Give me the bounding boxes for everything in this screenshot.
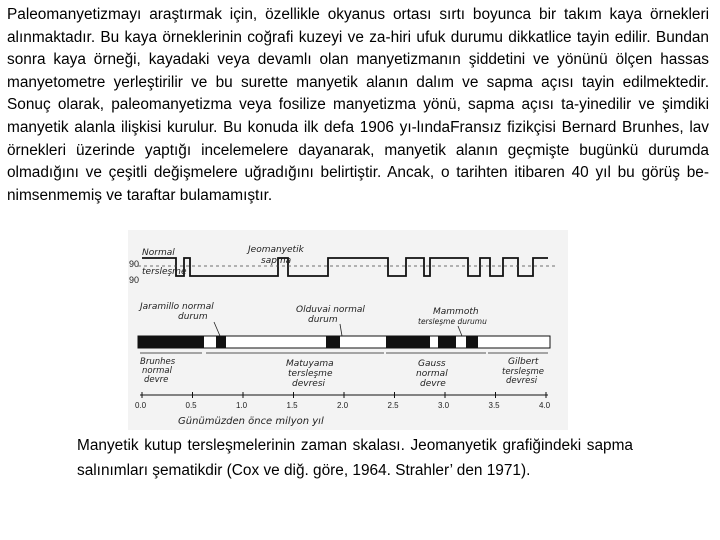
declination-label: sapma — [261, 256, 292, 266]
matuyama-label-1: Matuyama — [286, 359, 334, 369]
geomagnetic-label: Jeomanyetik — [248, 245, 304, 255]
time-axis-title: Günümüzden önce milyon yıl — [178, 416, 324, 427]
mammoth-label-1: Mammoth — [433, 307, 479, 317]
brunhes-label-2: normal — [142, 366, 172, 376]
time-axis-tick-label: 1.0 — [236, 401, 248, 410]
time-axis-tick-label: 4.0 — [539, 401, 551, 410]
brunhes-label-3: devre — [144, 375, 169, 385]
gilbert-label-3: devresi — [506, 376, 538, 386]
time-axis-tick-label: 2.5 — [387, 401, 399, 410]
time-axis-tick-label: 0.5 — [185, 401, 197, 410]
normal-label: Normal — [142, 248, 175, 258]
y-top-label: 90 — [129, 259, 140, 269]
matuyama-label-2: tersleşme — [288, 369, 333, 379]
gauss-label-1: Gauss — [418, 359, 446, 369]
polarity-timescale-figure — [128, 230, 568, 430]
olduvai-label-2: durum — [308, 315, 338, 325]
jaramillo-label-1: Jaramillo normal — [140, 302, 214, 312]
time-axis-tick-label: 0.0 — [135, 401, 147, 410]
reversed-label: tersleşme — [142, 267, 187, 277]
gilbert-label-1: Gilbert — [508, 357, 539, 367]
time-axis-tick-label: 2.0 — [337, 401, 349, 410]
gauss-label-2: normal — [416, 369, 448, 379]
gilbert-label-2: tersleşme — [502, 367, 545, 377]
mammoth-label-2: tersleşme durumu — [418, 317, 487, 326]
olduvai-label-1: Olduvai normal — [296, 305, 365, 315]
figure-caption: Manyetik kutup tersleşmelerinin zaman skalası. Jeomanyetik grafiğindeki sapma salınımları şematikdir (Cox ve diğ. göre, 1964. Strahler’ den 1971). — [77, 437, 633, 479]
brunhes-label-1: Brunhes — [140, 357, 176, 367]
jaramillo-label-2: durum — [178, 312, 208, 322]
time-axis-tick-label: 3.5 — [488, 401, 500, 410]
matuyama-label-3: devresi — [292, 379, 326, 389]
gauss-label-3: devre — [420, 379, 446, 389]
time-axis-tick-label: 3.0 — [438, 401, 450, 410]
body-paragraph: Paleomanyetizmayı araştırmak için, özellikle okyanus ortası sırtı boyunca bir takım kaya örnekleri alınmaktadır. Bu kaya örneklerinin coğrafi kuzeyi ve za-hiri ufuk durumu dikkatlice tayin edilir. Bundan sonra kaya örneği, kayadaki veya devamlı olan manyetizmanın şiddetini ve yönünü ölçen hassas manyetometre yerleştirilir ve bu surette manyetik alanın dalım ve sapma açısı tayin edilmektedir. Sonuç olarak, paleomanyetizma veya fosilize manyetizma yönü, sapma açısı ta-yinedilir ve şimdiki manyetik alanla ilişkisi kurulur. Bu konuda ilk defa 1906 yı-lındaFransız fizikçisi Bernard Brunhes, lav örnekleri üzerinde yaptığı incelemelere dayanarak, manyetik alanın geçmişte bugünkü durumda olmadığını ve çeşitli değişmelere uğradığını belirtiştir. Ancak, o tarihten itibaren 40 yıl bu görüş be-nimsenmemiş ve taraftar bulamamıştır. — [7, 6, 709, 204]
y-bottom-label: 90 — [129, 275, 140, 285]
time-axis-tick-label: 1.5 — [286, 401, 298, 410]
